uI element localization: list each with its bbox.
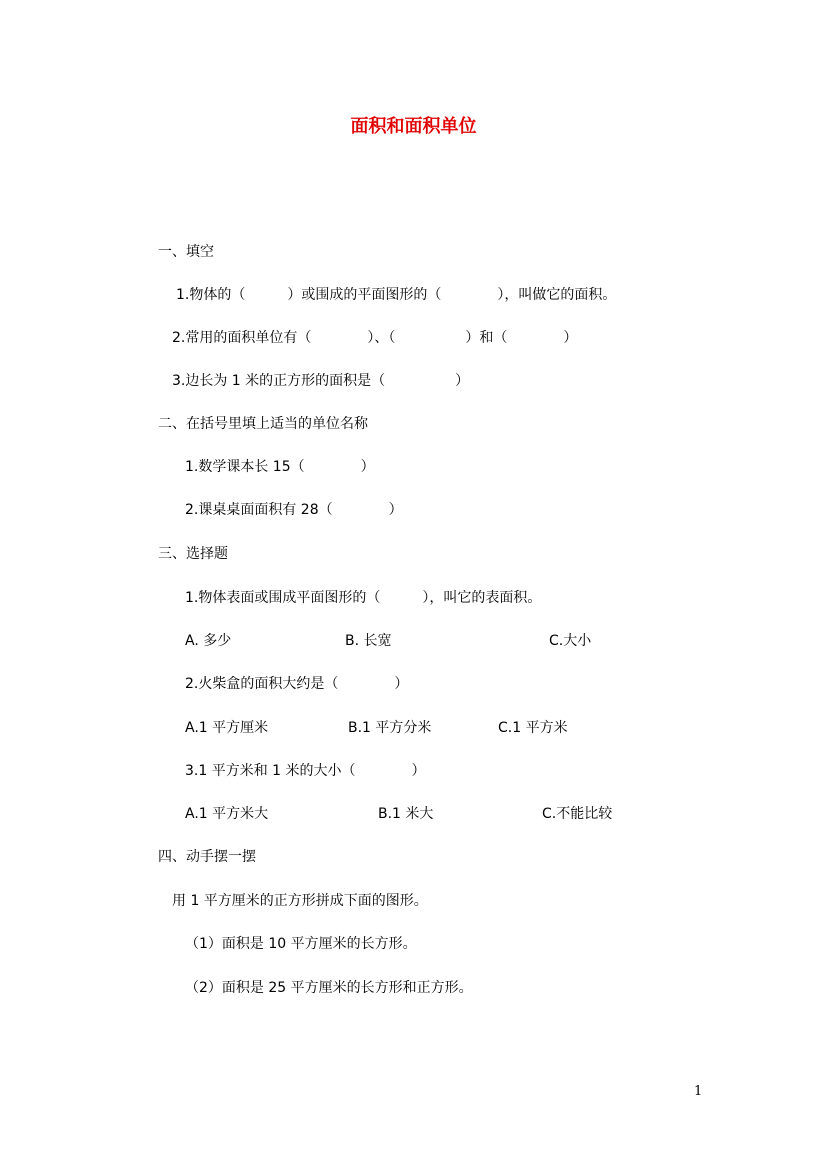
section-2-heading: 二、在括号里填上适当的单位名称 (158, 416, 368, 432)
page-number: 1 (694, 1084, 703, 1099)
section-1-heading: 一、填空 (158, 244, 214, 260)
s3-q1-option-c: C.大小 (549, 633, 592, 649)
s2-question-1: 1.数学课本长 15（ ） (185, 459, 375, 475)
s3-q3-option-c: C.不能比较 (542, 806, 613, 822)
s3-q2-option-a: A.1 平方厘米 (185, 720, 269, 736)
s3-q1-option-a: A. 多少 (185, 633, 232, 649)
section-4-heading: 四、动手摆一摆 (158, 849, 256, 865)
s3-q1-option-b: B. 长宽 (345, 633, 392, 649)
s4-item-1: （1）面积是 10 平方厘米的长方形。 (185, 936, 417, 952)
s1-question-3: 3.边长为 1 米的正方形的面积是（ ） (172, 373, 470, 389)
s1-question-1: 1.物体的（ ）或围成的平面图形的（ ），叫做它的面积。 (176, 287, 617, 303)
section-3-heading: 三、选择题 (158, 546, 228, 562)
s2-question-2: 2.课桌桌面面积有 28（ ） (185, 502, 403, 518)
s3-q2-option-b: B.1 平方分米 (348, 720, 432, 736)
document-title: 面积和面积单位 (350, 116, 477, 137)
s4-intro: 用 1 平方厘米的正方形拼成下面的图形。 (172, 893, 428, 909)
s3-question-2: 2.火柴盒的面积大约是（ ） (185, 676, 409, 692)
s3-q3-option-a: A.1 平方米大 (185, 806, 269, 822)
s4-item-2: （2）面积是 25 平方厘米的长方形和正方形。 (185, 980, 473, 996)
s3-question-1: 1.物体表面或围成平面图形的（ ），叫它的表面积。 (185, 590, 542, 606)
s3-question-3: 3.1 平方米和 1 米的大小（ ） (185, 763, 426, 779)
s3-q2-option-c: C.1 平方米 (498, 720, 568, 736)
s1-question-2: 2.常用的面积单位有（ ）、（ ）和（ ） (172, 330, 578, 346)
s3-q3-option-b: B.1 米大 (378, 806, 434, 822)
